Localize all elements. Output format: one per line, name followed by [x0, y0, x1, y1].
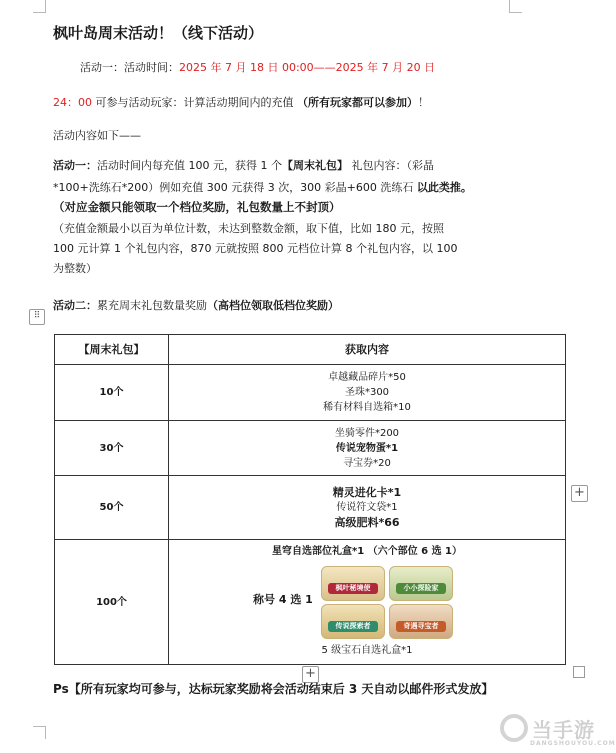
badge-text: 小小探险家 [396, 583, 446, 594]
activity-one-detail-3: 为整数） [53, 262, 97, 275]
activity-time-line [80, 59, 435, 75]
reward-item: 高级肥料*66 [334, 516, 400, 529]
activity-one-line-1 [53, 157, 434, 173]
ps-note: Ps【所有玩家均可参与，达标玩家奖励将会活动结束后 3 天自动以邮件形式发放】 [53, 682, 494, 696]
content-heading: 活动内容如下—— [53, 129, 141, 142]
activity-time-start: 2025 年 7 月 18 日 00:00——2025 年 7 月 20 日 [179, 61, 436, 74]
watermark [500, 712, 616, 750]
activity-one-note: （对应金额只能领取一个档位奖励，礼包数量上不封顶） [53, 200, 341, 214]
table-header-pack: 【周末礼包】 [55, 335, 169, 365]
reward-cell [169, 421, 566, 476]
page-corner-top-right [509, 0, 522, 13]
activity-one-line-2 [53, 179, 472, 195]
activity-time-end: 24：00 [53, 96, 92, 109]
activity-time-suffix: 可参与活动玩家：计算活动期间内的充值 [92, 96, 297, 109]
reward-item: 精灵进化卡*1 [332, 486, 402, 499]
reward-item: 坐骑零件*200 [334, 427, 400, 439]
activity-one-etc: 以此类推。 [416, 181, 472, 194]
reward-item: 圣珠*300 [344, 387, 390, 398]
activity-two-label: 活动二： [53, 299, 97, 312]
reward-table [54, 334, 566, 665]
table-move-handle-icon[interactable]: ⠿ [29, 309, 45, 325]
reward-item-top: 星穹自选部位礼盒*1 （六个部位 6 选 1） [271, 546, 463, 557]
add-column-plus-icon[interactable]: + [571, 485, 588, 502]
reward-cell [169, 540, 566, 665]
watermark-logo-icon [500, 714, 528, 742]
watermark-subtext: DANGSHOUYOU.COM [530, 740, 616, 747]
reward-item: 传说宠物蛋*1 [335, 442, 399, 454]
table-row [55, 540, 566, 665]
activity-two-bold: （高档位领取低档位奖励） [207, 299, 339, 312]
activity-one-detail-2: 100 元计算 1 个礼包内容，870 元就按照 800 元档位计算 8 个礼包内容，以 100 [53, 242, 458, 255]
activity-time-tail: ！ [418, 96, 429, 109]
reward-cell [169, 476, 566, 540]
table-header-content: 获取内容 [169, 335, 566, 365]
title-choice-label: 称号 4 选 1 [253, 593, 313, 606]
document-title: 枫叶岛周末活动！（线下活动） [53, 24, 264, 42]
badge-text: 奇遇寻宝者 [396, 621, 446, 632]
table-row [55, 476, 566, 540]
reward-cell [169, 365, 566, 421]
activity-time-prefix: 活动一：活动时间： [80, 61, 179, 74]
title-badge-image [321, 566, 385, 601]
table-resize-handle[interactable] [573, 666, 585, 678]
reward-item: 稀有材料自选箱*10 [323, 402, 411, 413]
weekend-pack-label: 【周末礼包】 [281, 159, 348, 172]
add-row-plus-icon[interactable]: + [302, 666, 319, 683]
reward-item: 卓越藏品碎片*50 [328, 372, 406, 383]
activity-time-line-2 [53, 94, 429, 110]
page-corner-top-left [33, 0, 46, 13]
title-badge-image [389, 604, 453, 639]
activity-two-line [53, 297, 339, 313]
tier-cell: 50个 [55, 476, 169, 540]
title-badge-image [321, 604, 385, 639]
tier-cell: 30个 [55, 421, 169, 476]
activity-one-example: *100+洗练石*200）例如充值 300 元获得 3 次，300 彩晶+600 洗练石 [53, 181, 417, 194]
badge-text: 传说探索者 [328, 621, 378, 632]
tier-cell: 100个 [55, 540, 169, 665]
title-badge-image [389, 566, 453, 601]
reward-item-bottom: 5 级宝石自选礼盒*1 [321, 645, 413, 656]
activity-one-text: 活动时间内每充值 100 元，获得 1 个 [97, 159, 282, 172]
table-row [55, 421, 566, 476]
table-row [55, 365, 566, 421]
page-corner-bottom-left [33, 726, 46, 739]
activity-time-bold: （所有玩家都可以参加） [297, 96, 418, 109]
table-header-row [55, 335, 566, 365]
activity-one-detail-1: （充值金额最小以百为单位计数，未达到整数金额，取下值，比如 180 元，按照 [53, 222, 444, 235]
badge-text: 枫叶秘境使 [328, 583, 378, 594]
activity-one-label: 活动一： [53, 159, 97, 172]
tier-cell: 10个 [55, 365, 169, 421]
reward-item: 传说符文袋*1 [336, 502, 398, 513]
activity-two-text: 累充周末礼包数量奖励 [97, 299, 207, 312]
activity-one-tail: 礼包内容：（彩晶 [347, 159, 434, 172]
watermark-text: 当手游 [532, 718, 595, 742]
reward-item: 寻宝券*20 [343, 457, 391, 469]
